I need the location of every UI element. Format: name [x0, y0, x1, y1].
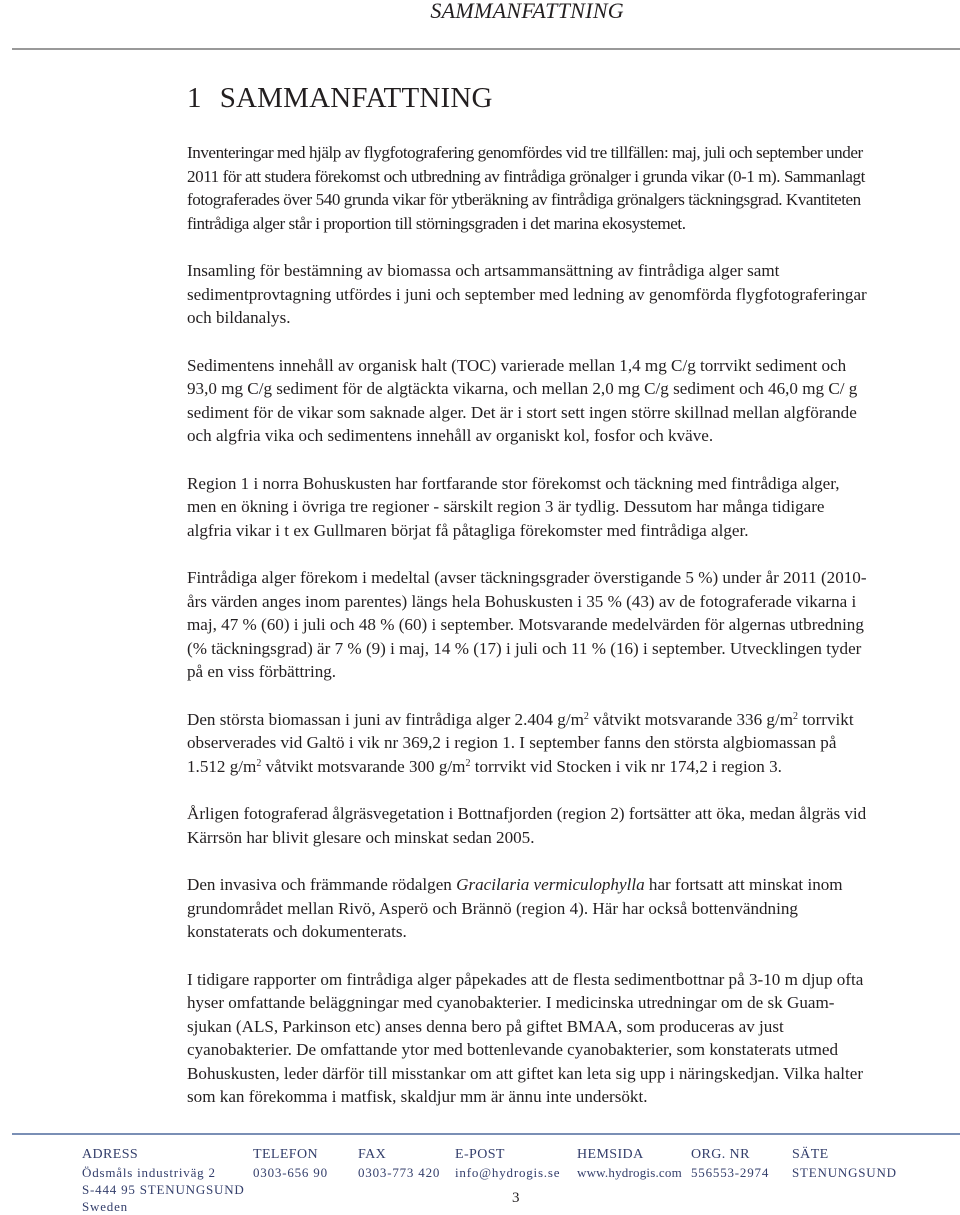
fax-label: FAX [358, 1147, 387, 1162]
phone-label: TELEFON [253, 1147, 319, 1162]
page-number: 3 [512, 1190, 520, 1206]
website-link[interactable]: www.hydrogis.com [577, 1165, 682, 1180]
fax-value: 0303-773 420 [358, 1165, 441, 1180]
paragraph-sampling: Insamling för bestämning av biomassa och artsammansättning av fintrådiga alger samt sedimentprovtagning utfördes i juni och september med ledning av genomförda flygfotograferingar och bildanalys. [187, 261, 867, 327]
footer-email [455, 1146, 560, 1181]
footer-phone [253, 1146, 328, 1181]
address-line-3: Sweden [82, 1199, 128, 1214]
paragraph-regions: Region 1 i norra Bohuskusten har fortfarande stor förekomst och täckning med fintrådiga alger, men en ökning i övriga tre regioner - särskilt region 3 är tydlig. Dessutom har många tidigare algfria vikar i t ex Gullmaren börjat få påtagliga förekomster med fintrådiga alger. [187, 473, 840, 540]
header-divider [12, 48, 960, 50]
footer-divider [12, 1133, 960, 1135]
footer-seat [792, 1146, 897, 1181]
address-line-1: Ödsmåls industriväg 2 [82, 1165, 216, 1180]
seat-label: SÄTE [792, 1147, 829, 1162]
paragraph-sediment-toc: Sedimentens innehåll av organisk halt (TOC) varierade mellan 1,4 mg C/g torrvikt sediment och 93,0 mg C/g sediment för de algtäckta vikarna, och mellan 2,0 mg C/g sediment och 46,0 mg C/ g sediment för de vikar som saknade alger. Det är i stort sett ingen större skillnad mellan algförande och algfria vika och sedimentens innehåll av organiskt kol, fosfor och kväve. [187, 355, 858, 445]
address-line-2: S-444 95 STENUNGSUND [82, 1182, 245, 1197]
org-number-label: ORG. NR [691, 1147, 750, 1162]
section-number: 1 [187, 82, 202, 114]
website-label: HEMSIDA [577, 1147, 644, 1162]
footer [0, 1146, 960, 1212]
paragraph-eelgrass: Årligen fotograferad ålgräsvegetation i Bottnafjorden (region 2) fortsätter att öka, medan ålgräs vid Kärrsön har blivit glesare och minskat sedan 2005. [187, 804, 867, 847]
email-link[interactable]: info@hydrogis.se [455, 1165, 561, 1180]
seat-value: STENUNGSUND [792, 1165, 897, 1180]
paragraph-invasive-algae: Den invasiva och främmande rödalgen Gracilaria vermiculophylla har fortsatt att minskat inom grundområdet mellan Rivö, Asperö och Brännö (region 4). Här har också bottenvändning konstaterats och dokumenterats. [187, 875, 843, 941]
species-name: Gracilaria vermiculophylla [456, 875, 645, 894]
footer-org-number [691, 1146, 769, 1181]
running-header-title: SAMMANFATTNING [430, 0, 624, 23]
address-label: ADRESS [82, 1147, 139, 1162]
paragraph-flight-survey: Inventeringar med hjälp av flygfotografering genomfördes vid tre tillfällen: maj, juli och september under 2011 för att studera förekomst och utbredning av fintrådiga grönalger i grunda vikar (0-1 m). Sammanlagt fotograferades över 540 grunda vikar för ytberäkning av fintrådiga grönalgers täckningsgrad. Kvantiteten fintrådiga alger står i proportion till störningsgraden i det marina ekosystemet. [187, 143, 865, 233]
footer-website [577, 1146, 682, 1181]
paragraph-coverage: Fintrådiga alger förekom i medeltal (avser täckningsgrader överstigande 5 %) under år 2011 (2010-års värden anges inom parentes) längs hela Bohuskusten i 35 % (43) av de fotograferade vikarna i maj, 47 % (60) i juli och 48 % (60) i september. Motsvarande medelvärden för algernas utbredning (% täckningsgrad) är 7 % (9) i maj, 14 % (17) i juli och 11 % (16) i september. Utvecklingen tyder på en viss förbättring. [187, 568, 867, 681]
paragraph-biomass: Den största biomassan i juni av fintrådiga alger 2.404 $g/m^2$ våtvikt motsvarande 336 $g/m^2$ torrvikt observerades vid Galtö i vik nr 369,2 i region 1. I september fanns den största algbiomassan på 1.512 $g/m^2$ våtvikt motsvarande 300 $g/m^2$ torrvikt vid Stocken i vik nr 174,2 i region 3. [187, 709, 854, 776]
footer-address [82, 1146, 245, 1215]
org-number-value: 556553-2974 [691, 1165, 770, 1180]
phone-value: 0303-656 90 [253, 1165, 328, 1180]
section-title: SAMMANFATTNING [219, 82, 493, 114]
summary-body [187, 141, 872, 1133]
email-label: E-POST [455, 1147, 505, 1162]
footer-fax [358, 1146, 440, 1181]
paragraph-cyanobacteria: I tidigare rapporter om fintrådiga alger påpekades att de flesta sedimentbottnar på 3-10 m djup ofta hyser omfattande beläggningar med cyanobakterier. I medicinska utredningar om de sk Guam-sjukan (ALS, Parkinson etc) anses denna bero på giftet BMAA, som produceras av just cyanobakterier. De omfattande ytor med bottenlevande cyanobakterier, som konstaterats utmed Bohuskusten, leder därför till misstankar om att giftet kan leta sig upp i näringskedjan. Vilka halter som kan förekomma i matfisk, skaldjur mm är ännu inte undersökt. [187, 969, 864, 1106]
section-heading [187, 80, 493, 116]
